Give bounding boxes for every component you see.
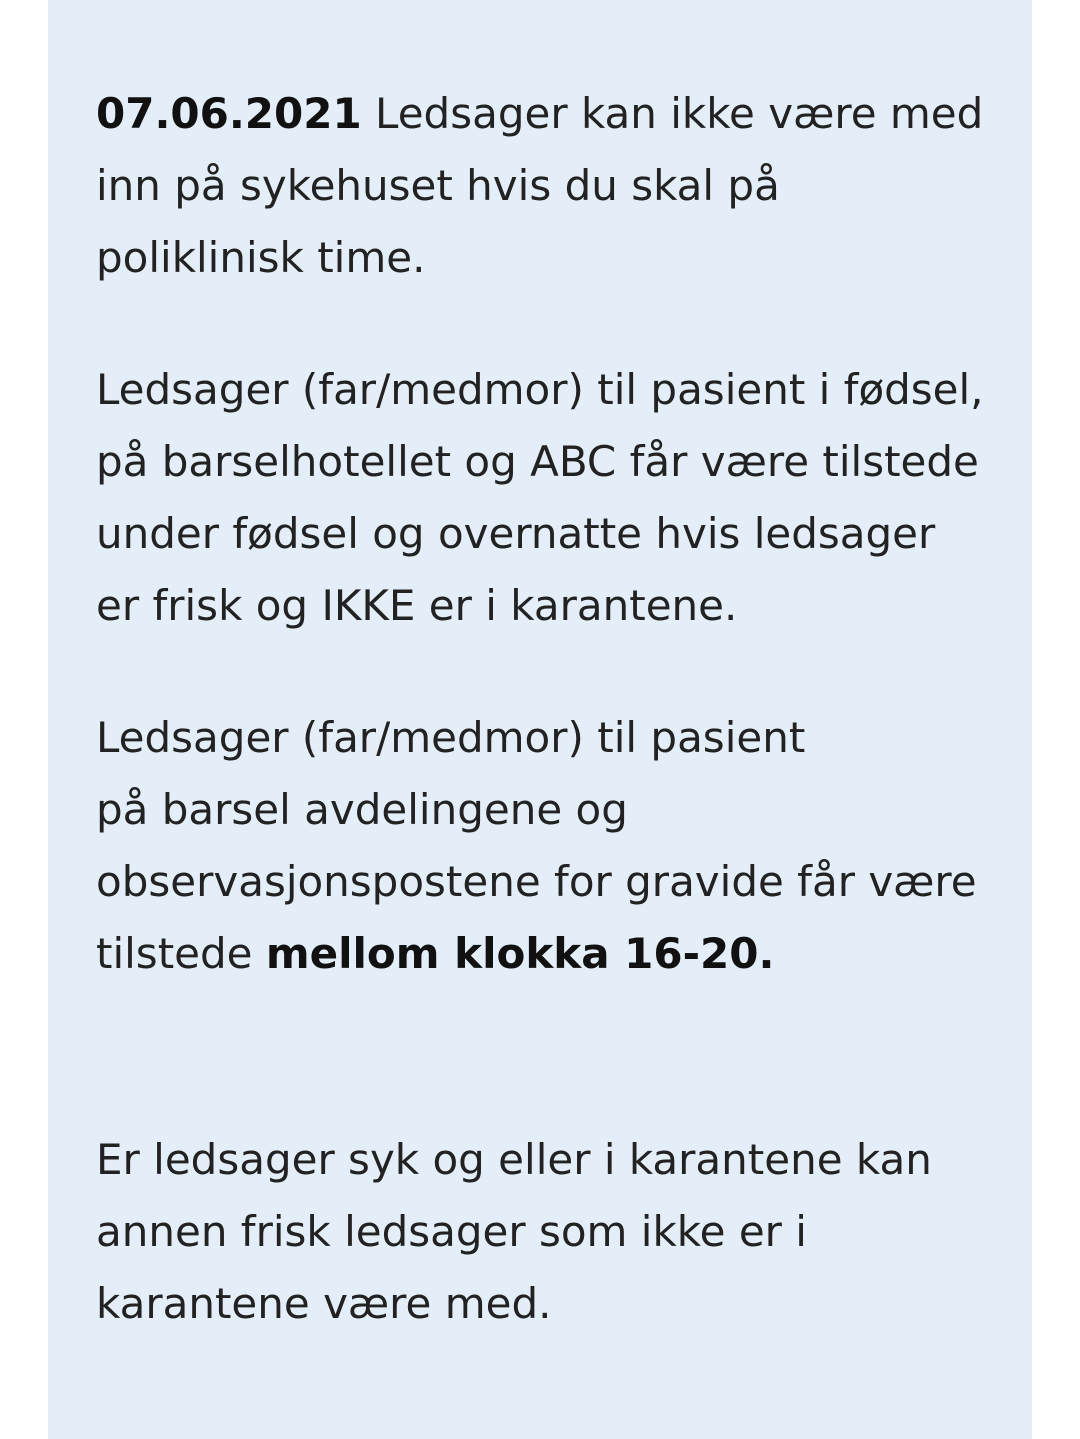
visitor-notice-box	[48, 0, 1032, 1439]
visiting-hours-emphasis: mellom klokka 16-20.	[265, 929, 775, 978]
notice-paragraph-1-text: Ledsager kan ikke være med inn på sykehuset hvis du skal på poliklinisk time.	[96, 89, 984, 282]
notice-paragraph-alternate-companion: Er ledsager syk og eller i karantene kan annen frisk ledsager som ikke er i karantene være med.	[96, 1135, 932, 1328]
notice-paragraph-date	[96, 78, 984, 294]
notice-paragraph-visiting-hours	[96, 702, 984, 990]
notice-paragraph-3-line-1: Ledsager (far/medmor) til pasient	[96, 713, 806, 762]
notice-paragraph-3-text: på barsel avdelingene og observasjonspostene for gravide får være tilstede	[96, 785, 977, 978]
notice-paragraph-birth-companion: Ledsager (far/medmor) til pasient i fødsel, på barselhotellet og ABC får være tilstede under fødsel og overnatte hvis ledsager er frisk og IKKE er i karantene.	[96, 365, 984, 630]
notice-date: 07.06.2021	[96, 89, 362, 138]
